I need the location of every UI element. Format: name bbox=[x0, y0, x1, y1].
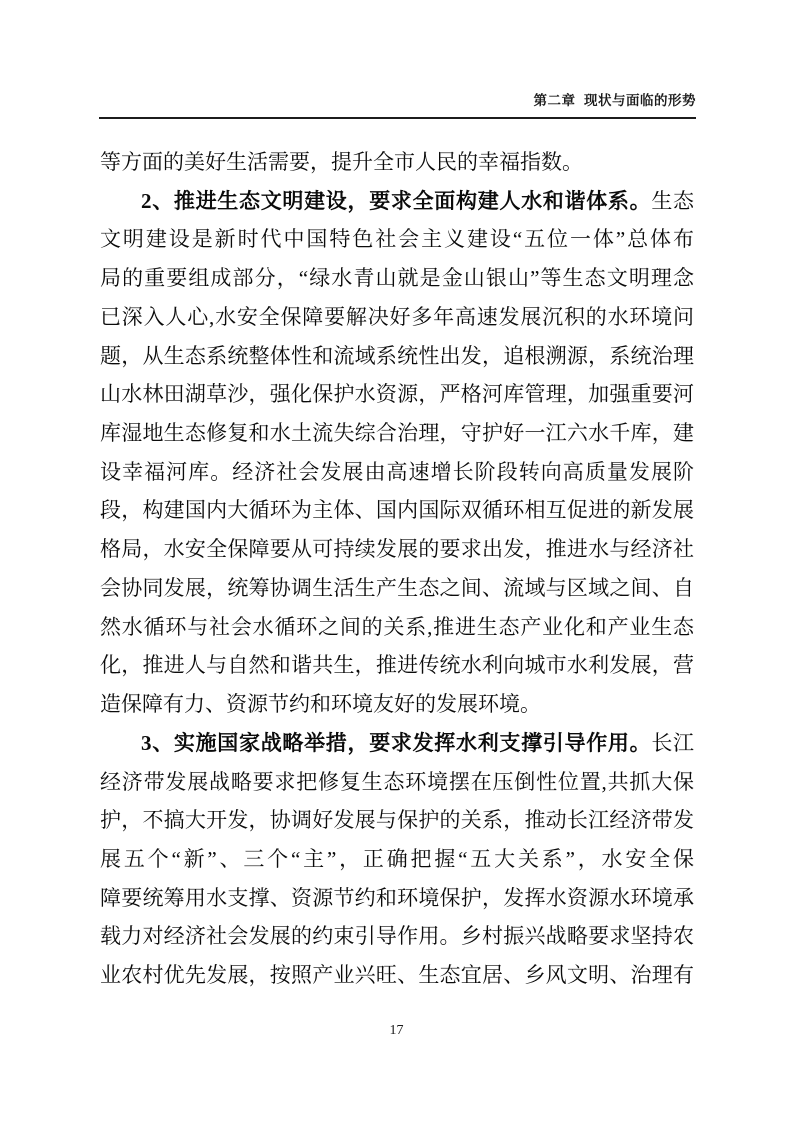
text-line bbox=[100, 608, 694, 647]
text-line bbox=[100, 143, 694, 182]
text-line bbox=[100, 956, 694, 995]
text-line bbox=[100, 917, 694, 956]
text-line bbox=[100, 840, 694, 879]
text-segment: 经济带发展战略要求把修复生态环境摆在压倒性位置,共抓大保 bbox=[100, 769, 694, 794]
paragraph-continuation bbox=[100, 143, 694, 182]
text-segment: 会协同发展，统筹协调生活生产生态之间、流域与区域之间、自 bbox=[100, 575, 694, 600]
bold-text-segment: 2、推进生态文明建设，要求全面构建人水和谐体系。 bbox=[141, 188, 652, 213]
text-segment: 格局，水安全保障要从可持续发展的要求出发，推进水与经济社 bbox=[100, 537, 694, 562]
text-segment: 业农村优先发展，按照产业兴旺、生态宜居、乡风文明、治理有 bbox=[100, 963, 694, 988]
text-line bbox=[100, 724, 694, 763]
text-segment: 已深入人心,水安全保障要解决好多年高速发展沉积的水环境问 bbox=[100, 304, 694, 329]
text-line bbox=[100, 337, 694, 376]
text-line bbox=[100, 220, 694, 259]
running-header-chapter: 第二章 现状与面临的形势 bbox=[533, 93, 696, 108]
page-number: 17 bbox=[389, 1023, 404, 1038]
text-line bbox=[100, 259, 694, 298]
text-line bbox=[100, 298, 694, 337]
text-segment: 载力对经济社会发展的约束引导作用。乡村振兴战略要求坚持农 bbox=[100, 924, 694, 949]
header-rule bbox=[99, 117, 696, 119]
text-segment: 化，推进人与自然和谐共生，推进传统水利向城市水利发展，营 bbox=[100, 653, 694, 678]
text-line bbox=[100, 182, 694, 221]
text-line bbox=[100, 646, 694, 685]
text-line bbox=[100, 375, 694, 414]
bold-text-segment: 3、实施国家战略举措，要求发挥水利支撑引导作用。 bbox=[141, 730, 652, 755]
text-line bbox=[100, 453, 694, 492]
document-body bbox=[100, 143, 694, 995]
text-line bbox=[100, 763, 694, 802]
text-line bbox=[100, 530, 694, 569]
text-segment: 文明建设是新时代中国特色社会主义建设“五位一体”总体布 bbox=[100, 227, 694, 252]
text-line bbox=[100, 801, 694, 840]
text-segment: 山水林田湖草沙，强化保护水资源，严格河库管理，加强重要河 bbox=[100, 382, 694, 407]
text-segment: 题，从生态系统整体性和流域系统性出发，追根溯源，系统治理 bbox=[100, 343, 694, 368]
text-segment: 等方面的美好生活需要，提升全市人民的幸福指数。 bbox=[100, 150, 583, 174]
text-segment: 库湿地生态修复和水土流失综合治理，守护好一江六水千库，建 bbox=[100, 421, 694, 446]
text-segment: 段，构建国内大循环为主体、国内国际双循环相互促进的新发展 bbox=[100, 498, 694, 523]
text-segment: 长江 bbox=[651, 730, 695, 755]
text-line bbox=[100, 879, 694, 918]
text-segment: 然水循环与社会水循环之间的关系,推进生态产业化和产业生态 bbox=[100, 614, 694, 639]
text-segment: 障要统筹用水支撑、资源节约和环境保护，发挥水资源水环境承 bbox=[100, 885, 694, 910]
text-segment: 生态 bbox=[651, 188, 695, 213]
text-segment: 护，不搞大开发，协调好发展与保护的关系，推动长江经济带发 bbox=[100, 808, 694, 833]
text-segment: 设幸福河库。经济社会发展由高速增长阶段转向高质量发展阶 bbox=[100, 459, 694, 484]
text-segment: 局的重要组成部分，“绿水青山就是金山银山”等生态文明理念 bbox=[100, 266, 694, 291]
paragraph-2-ecological-civilization bbox=[100, 182, 694, 724]
text-line bbox=[100, 491, 694, 530]
text-line bbox=[100, 685, 694, 724]
paragraph-3-national-strategy bbox=[100, 724, 694, 995]
text-segment: 造保障有力、资源节约和环境友好的发展环境。 bbox=[100, 692, 541, 717]
text-line bbox=[100, 569, 694, 608]
text-line bbox=[100, 414, 694, 453]
text-segment: 展五个“新”、三个“主”，正确把握“五大关系”，水安全保 bbox=[100, 846, 694, 871]
